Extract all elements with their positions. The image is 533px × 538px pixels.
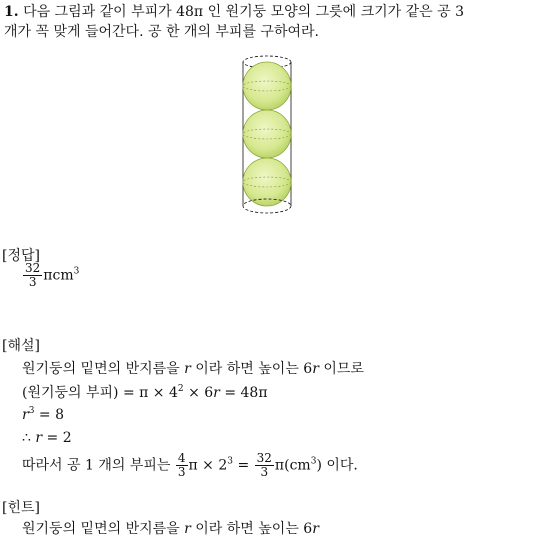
explanation-line-4 — [22, 430, 72, 446]
question-text-2: 개가 꼭 맞게 들어간다. 공 한 개의 부피를 구하여라. — [4, 24, 319, 40]
exp5-a: 따라서 공 1 개의 부피는 — [22, 457, 175, 474]
ball-3 — [243, 158, 291, 206]
hint-label: [힌트] — [2, 500, 40, 516]
hint1-a: 원기둥의 밑면의 반지름을 — [22, 521, 185, 537]
exp5-exp: 3 — [227, 456, 233, 467]
answer-frac-den: 3 — [28, 275, 37, 289]
exp4-b: = 2 — [42, 430, 72, 446]
ball-2 — [243, 110, 291, 158]
answer-fraction — [23, 262, 42, 289]
answer-value — [22, 262, 79, 289]
question-line-2 — [4, 22, 319, 42]
answer-frac-num: 32 — [25, 261, 41, 275]
question-text-1: 다음 그림과 같이 부피가 48π 인 원기둥 모양의 그릇에 크기가 같은 공 3 — [23, 4, 465, 20]
exp5-frac-2 — [255, 452, 274, 479]
explanation-line-2 — [22, 382, 268, 402]
exp4-r: r — [35, 430, 43, 446]
exp5-exp2: 3 — [310, 456, 317, 467]
exp1-r: r — [184, 361, 191, 377]
explanation-line-1 — [22, 358, 364, 378]
exp3-exp: 3 — [28, 406, 35, 416]
explanation-line-5 — [22, 452, 358, 479]
exp5-d: π(cm — [274, 457, 311, 474]
exp1-c: 이므로 — [318, 361, 364, 377]
answer-unit: πcm — [43, 267, 74, 284]
hint-line-1 — [22, 518, 319, 538]
cylinder-figure — [236, 52, 298, 220]
answer-label: [정답] — [2, 248, 40, 264]
exp5-b: π × 2 — [188, 457, 228, 474]
exp1-a: 원기둥의 밑면의 반지름을 — [22, 361, 185, 377]
exp2-b: × 6 — [183, 385, 214, 401]
answer-exp: 3 — [73, 266, 80, 277]
exp3-b: = 8 — [34, 407, 64, 423]
question-number: 1. — [4, 4, 19, 20]
exp5-f1-den: 3 — [177, 465, 186, 479]
exp2-exp: 2 — [177, 384, 184, 394]
exp3-r: r — [22, 407, 29, 423]
exp2-c: = 48π — [219, 385, 268, 401]
hint1-b: 이라 하면 높이는 6 — [190, 521, 313, 537]
exp2-a: (원기둥의 부피) = π × 4 — [22, 385, 178, 401]
explanation-line-3 — [22, 406, 64, 423]
exp5-f1-num: 4 — [177, 451, 186, 465]
exp5-c: = — [233, 457, 254, 474]
exp5-e: ) 이다. — [316, 457, 358, 474]
explanation-label: [해설] — [2, 338, 40, 354]
exp5-f2-den: 3 — [260, 465, 269, 479]
exp5-frac-1 — [176, 452, 188, 479]
exp2-r: r — [213, 385, 220, 401]
exp1-b: 이라 하면 높이는 6 — [190, 361, 313, 377]
exp5-f2-num: 32 — [256, 451, 272, 465]
exp1-r2: r — [312, 361, 319, 377]
hint1-r2: r — [312, 521, 319, 537]
question-line-1 — [4, 2, 464, 22]
exp4-a: ∴ — [22, 430, 36, 446]
hint1-r: r — [184, 521, 191, 537]
ball-1 — [243, 62, 291, 110]
